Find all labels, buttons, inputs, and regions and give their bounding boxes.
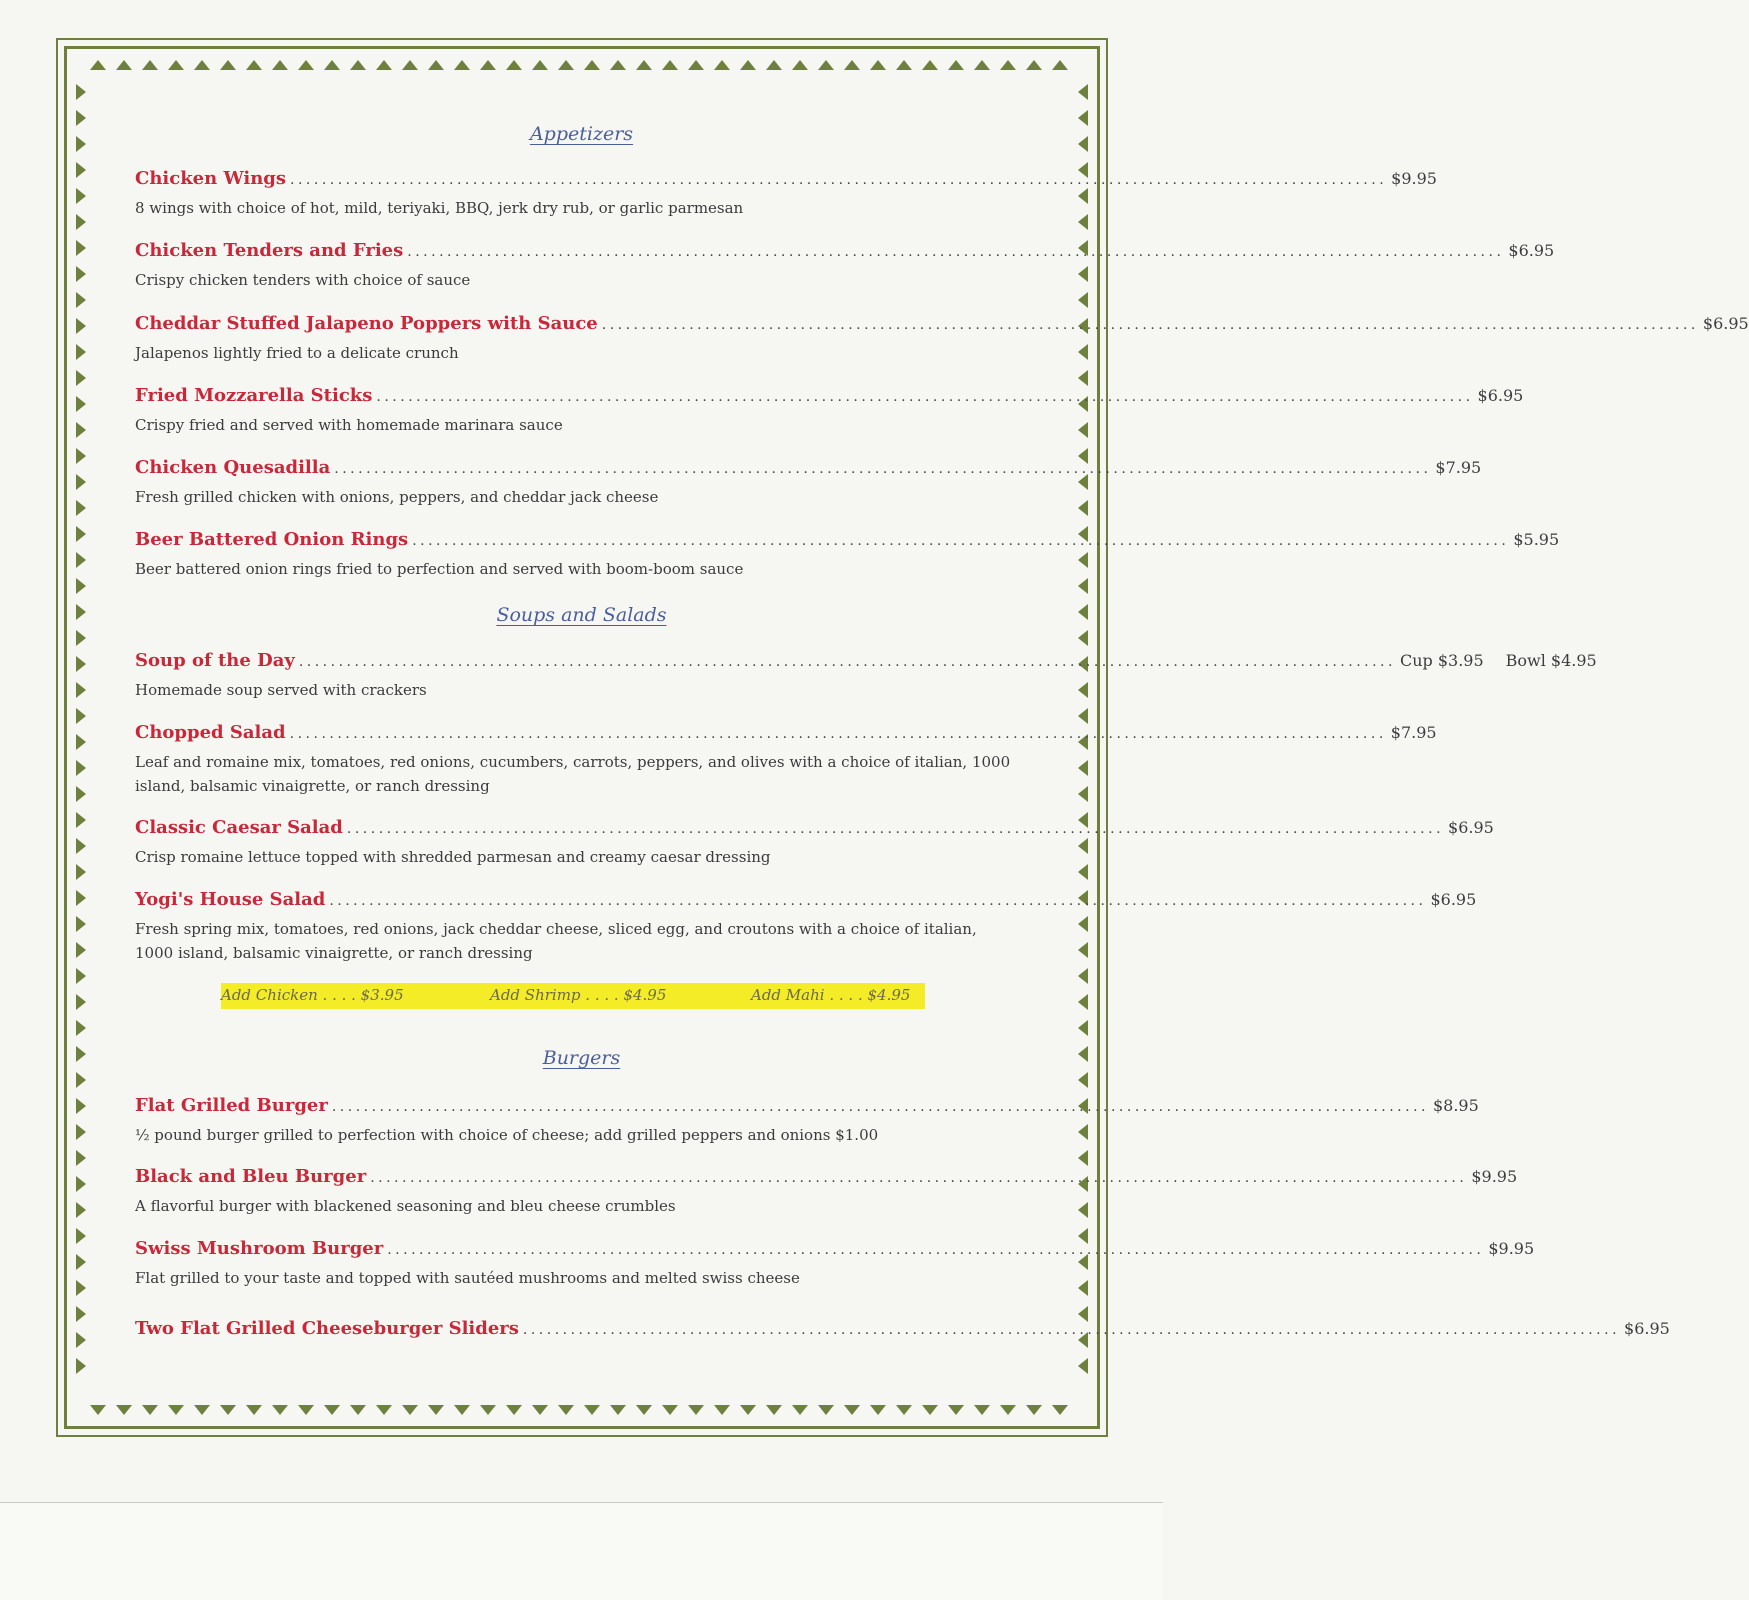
leader-dots: .......................................................................................................................................... xyxy=(331,1099,1429,1115)
item-name: Fried Mozzarella Sticks xyxy=(135,385,373,406)
leader-dots: .......................................................................................................................................... xyxy=(601,317,1699,333)
item-description: ½ pound burger grilled to perfection with choice of cheese; add grilled peppers and onions $1.00 xyxy=(135,1126,879,1144)
section-title-appetizers: Appetizers xyxy=(529,123,634,145)
leader-dots: .......................................................................................................................................... xyxy=(290,172,1388,188)
addon-shrimp: Add Shrimp . . . . $4.95 xyxy=(490,986,667,1004)
menu-item-swiss-mushroom-burger xyxy=(135,1238,1535,1290)
leader-dots: .......................................................................................................................................... xyxy=(289,726,1387,742)
leader-dots: .......................................................................................................................................... xyxy=(376,389,1474,405)
menu-item-chicken-tenders xyxy=(135,240,1555,292)
item-price: $5.95 xyxy=(1513,530,1560,549)
item-price: $9.95 xyxy=(1488,1239,1535,1258)
menu-item-flat-grilled-burger xyxy=(135,1095,1479,1147)
item-description: Fresh grilled chicken with onions, peppers, and cheddar jack cheese xyxy=(135,488,659,506)
salad-addons-highlight xyxy=(221,983,925,1009)
item-price-bowl: Bowl $4.95 xyxy=(1505,651,1597,670)
item-name: Flat Grilled Burger xyxy=(135,1095,328,1116)
section-title-burgers: Burgers xyxy=(542,1047,621,1069)
menu-item-black-bleu-burger xyxy=(135,1166,1518,1218)
leader-dots: .......................................................................................................................................... xyxy=(334,461,1432,477)
menu-item-soup-of-the-day xyxy=(135,650,1597,702)
addon-chicken: Add Chicken . . . . $3.95 xyxy=(221,986,404,1004)
item-name: Chopped Salad xyxy=(135,722,286,743)
item-price: $9.95 xyxy=(1391,169,1437,188)
item-description: Leaf and romaine mix, tomatoes, red onions, cucumbers, carrots, peppers, and olives with a choice of italian, 1000 island, balsamic vinaigrette, or ranch dressing xyxy=(135,753,1011,795)
item-price: $6.95 xyxy=(1702,314,1749,333)
menu-item-mozzarella-sticks xyxy=(135,385,1524,437)
item-price: $7.95 xyxy=(1435,458,1482,477)
leader-dots: .......................................................................................................................................... xyxy=(407,244,1505,260)
menu-item-jalapeno-poppers xyxy=(135,313,1749,365)
leader-dots: .......................................................................................................................................... xyxy=(298,654,1396,670)
item-price: $6.95 xyxy=(1477,386,1524,405)
item-description: Flat grilled to your taste and topped with sautéed mushrooms and melted swiss cheese xyxy=(135,1269,800,1287)
underlying-sheet xyxy=(0,1503,1163,1600)
item-description: Homemade soup served with crackers xyxy=(135,681,427,699)
item-price: $8.95 xyxy=(1432,1096,1479,1115)
item-name: Swiss Mushroom Burger xyxy=(135,1238,384,1259)
item-description: Crisp romaine lettuce topped with shredded parmesan and creamy caesar dressing xyxy=(135,848,771,866)
item-name: Chicken Tenders and Fries xyxy=(135,240,404,261)
item-description: Crispy chicken tenders with choice of sauce xyxy=(135,271,471,289)
leader-dots: .......................................................................................................................................... xyxy=(329,893,1427,909)
menu-item-house-salad xyxy=(135,889,1477,965)
item-description: A flavorful burger with blackened seasoning and bleu cheese crumbles xyxy=(135,1197,676,1215)
item-name: Two Flat Grilled Cheeseburger Sliders xyxy=(135,1318,519,1339)
menu-item-caesar-salad xyxy=(135,817,1494,869)
leader-dots: .......................................................................................................................................... xyxy=(387,1242,1485,1258)
item-description: 8 wings with choice of hot, mild, teriyaki, BBQ, jerk dry rub, or garlic parmesan xyxy=(135,199,744,217)
item-price: $6.95 xyxy=(1508,241,1555,260)
menu-item-chicken-wings xyxy=(135,168,1437,220)
section-title-soups-salads: Soups and Salads xyxy=(496,604,667,626)
leader-dots: .......................................................................................................................................... xyxy=(370,1170,1468,1186)
menu-item-chicken-quesadilla xyxy=(135,457,1482,509)
item-name: Cheddar Stuffed Jalapeno Poppers with Sauce xyxy=(135,313,598,334)
item-name: Classic Caesar Salad xyxy=(135,817,343,838)
leader-dots: .......................................................................................................................................... xyxy=(522,1322,1621,1338)
item-description: Jalapenos lightly fried to a delicate crunch xyxy=(135,344,459,362)
leader-dots: .......................................................................................................................................... xyxy=(412,533,1510,549)
menu-item-onion-rings xyxy=(135,529,1560,581)
item-price: $6.95 xyxy=(1624,1319,1670,1338)
item-price: $7.95 xyxy=(1390,723,1437,742)
addon-mahi: Add Mahi . . . . $4.95 xyxy=(751,986,911,1004)
menu-item-cheeseburger-sliders xyxy=(135,1318,1670,1344)
item-name: Beer Battered Onion Rings xyxy=(135,529,409,550)
menu-item-chopped-salad xyxy=(135,722,1437,798)
item-name: Soup of the Day xyxy=(135,650,295,671)
item-price: $6.95 xyxy=(1448,818,1494,837)
item-price-cup: Cup $3.95 xyxy=(1399,651,1484,670)
item-description: Fresh spring mix, tomatoes, red onions, jack cheddar cheese, sliced egg, and croutons with a choice of italian, 1000 island, balsamic vinaigrette, or ranch dressing xyxy=(135,920,977,962)
item-name: Chicken Quesadilla xyxy=(135,457,331,478)
item-price: $6.95 xyxy=(1430,890,1477,909)
item-name: Chicken Wings xyxy=(135,168,287,189)
item-name: Black and Bleu Burger xyxy=(135,1166,367,1187)
item-price: $9.95 xyxy=(1471,1167,1518,1186)
item-description: Crispy fried and served with homemade marinara sauce xyxy=(135,416,563,434)
item-description: Beer battered onion rings fried to perfection and served with boom-boom sauce xyxy=(135,560,744,578)
item-name: Yogi's House Salad xyxy=(135,889,326,910)
item-price-group xyxy=(1400,651,1597,670)
leader-dots: .......................................................................................................................................... xyxy=(346,821,1445,837)
